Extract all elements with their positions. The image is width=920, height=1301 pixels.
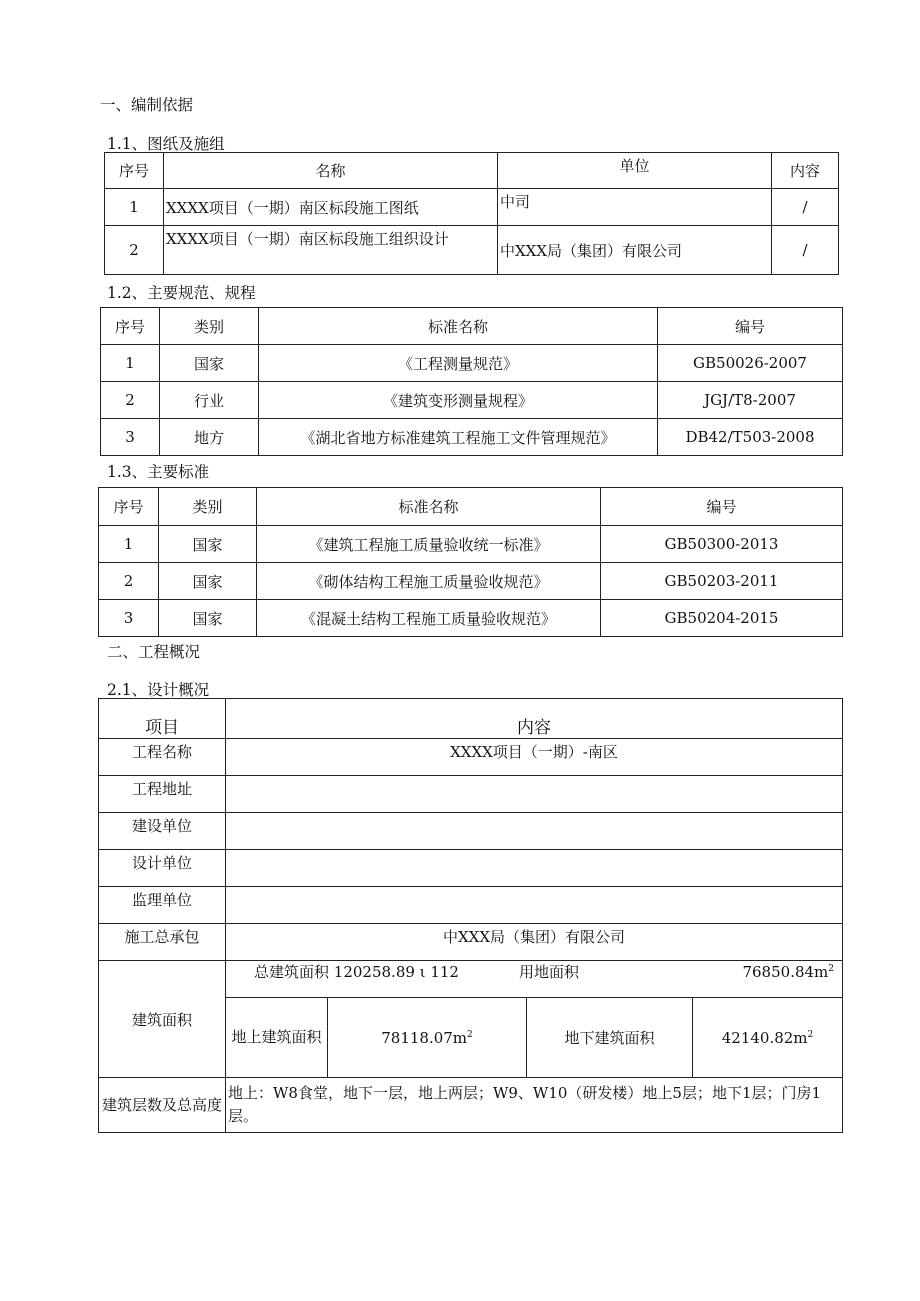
table-cell: GB50204-2015 xyxy=(601,600,843,637)
above-area-label: 地上建筑面积 xyxy=(226,998,328,1078)
table-cell: 《砌体结构工程施工质量验收规范》 xyxy=(257,563,601,600)
table-cell: JGJ/T8-2007 xyxy=(658,382,843,419)
table-cell: 2 xyxy=(101,382,160,419)
table-row xyxy=(99,887,843,924)
unit-superscript: 2 xyxy=(828,963,834,974)
table-cell: 中司 xyxy=(498,189,772,226)
table-row xyxy=(99,526,843,563)
table-cell: 国家 xyxy=(159,600,257,637)
contractor-label: 施工总承包 xyxy=(99,924,226,961)
area-summary-cell xyxy=(226,961,843,998)
table-header-row xyxy=(99,488,843,526)
table-cell: 3 xyxy=(101,419,160,456)
table-row xyxy=(101,382,843,419)
section1-sub2: 1.2、主要规范、规程 xyxy=(107,284,256,302)
section1-title: 一、编制依据 xyxy=(100,96,194,114)
table-cell: GB50300-2013 xyxy=(601,526,843,563)
header-cell: 标准名称 xyxy=(259,308,658,345)
table-cell: DB42/T503-2008 xyxy=(658,419,843,456)
table-cell: 国家 xyxy=(160,345,259,382)
table-row xyxy=(101,345,843,382)
table-cell: 1 xyxy=(99,526,159,563)
builder-label: 建设单位 xyxy=(99,813,226,850)
area-label: 建筑面积 xyxy=(99,961,226,1078)
land-area-label: 用地面积 xyxy=(518,963,579,981)
header-item: 项目 xyxy=(99,699,226,739)
standards-table xyxy=(98,487,843,637)
land-area xyxy=(742,963,834,981)
table-header-row xyxy=(105,153,839,189)
table-cell: 1 xyxy=(101,345,160,382)
designer-label: 设计单位 xyxy=(99,850,226,887)
table-cell: 行业 xyxy=(160,382,259,419)
address-value xyxy=(226,776,843,813)
table-header-row xyxy=(99,699,843,739)
table-row xyxy=(99,961,843,998)
contractor-value: 中XXX局（集团）有限公司 xyxy=(226,924,843,961)
table-cell: 2 xyxy=(99,563,159,600)
floors-value: 地上：W8食堂，地下一层，地上两层；W9、W10（研发楼）地上5层；地下1层；门房1层。 xyxy=(226,1078,843,1133)
section2-sub1: 2.1、设计概况 xyxy=(107,681,210,699)
table-row xyxy=(99,600,843,637)
table-row xyxy=(99,924,843,961)
floors-label: 建筑层数及总高度 xyxy=(99,1078,226,1133)
designer-value xyxy=(226,850,843,887)
table-header-row xyxy=(101,308,843,345)
specs-table xyxy=(100,307,843,456)
section2-title: 二、工程概况 xyxy=(107,643,201,661)
table-row xyxy=(99,776,843,813)
table-cell: 国家 xyxy=(159,563,257,600)
below-area-value: 42140.82m xyxy=(721,1028,808,1047)
header-content: 内容 xyxy=(226,699,843,739)
design-overview-table xyxy=(98,698,843,1133)
table-cell: 国家 xyxy=(159,526,257,563)
table-cell: XXXX项目（一期）南区标段施工图纸 xyxy=(164,189,498,226)
header-cell: 标准名称 xyxy=(257,488,601,526)
project-name-value: XXXX项目（一期）-南区 xyxy=(226,739,843,776)
table-cell: 1 xyxy=(105,189,164,226)
table-cell: 《工程测量规范》 xyxy=(259,345,658,382)
table-cell: 《湖北省地方标准建筑工程施工文件管理规范》 xyxy=(259,419,658,456)
section1-sub3: 1.3、主要标准 xyxy=(107,463,210,481)
table-cell: GB50203-2011 xyxy=(601,563,843,600)
table-row xyxy=(99,1078,843,1133)
below-area-label: 地下建筑面积 xyxy=(527,998,693,1078)
total-area-value: 120258.89 ι 112 xyxy=(333,963,459,981)
table-cell: 《建筑变形测量规程》 xyxy=(259,382,658,419)
header-cell: 类别 xyxy=(160,308,259,345)
above-area xyxy=(328,998,527,1078)
above-area-value: 78118.07m xyxy=(381,1028,468,1047)
table-row xyxy=(105,226,839,275)
header-cell: 内容 xyxy=(772,153,839,189)
table-cell: / xyxy=(772,189,839,226)
header-cell: 序号 xyxy=(99,488,159,526)
table-cell: 地方 xyxy=(160,419,259,456)
drawings-table xyxy=(104,152,839,275)
table-row xyxy=(105,189,839,226)
table-cell: 《建筑工程施工质量验收统一标准》 xyxy=(257,526,601,563)
header-cell: 序号 xyxy=(105,153,164,189)
table-row xyxy=(99,813,843,850)
table-cell: XXXX项目（一期）南区标段施工组织设计 xyxy=(164,226,498,275)
header-cell: 编号 xyxy=(658,308,843,345)
below-area xyxy=(693,998,843,1078)
table-row xyxy=(99,739,843,776)
total-area-label: 总建筑面积 xyxy=(254,963,330,981)
section1-sub1: 1.1、图纸及施组 xyxy=(107,135,225,153)
header-cell: 单位 xyxy=(498,153,772,189)
header-cell: 编号 xyxy=(601,488,843,526)
address-label: 工程地址 xyxy=(99,776,226,813)
unit-superscript: 2 xyxy=(807,1029,814,1040)
supervisor-label: 监理单位 xyxy=(99,887,226,924)
header-cell: 名称 xyxy=(164,153,498,189)
table-cell: GB50026-2007 xyxy=(658,345,843,382)
header-cell: 序号 xyxy=(101,308,160,345)
table-cell: 3 xyxy=(99,600,159,637)
table-cell: 2 xyxy=(105,226,164,275)
table-row xyxy=(99,563,843,600)
unit-superscript: 2 xyxy=(467,1029,473,1040)
builder-value xyxy=(226,813,843,850)
table-cell: 《混凝土结构工程施工质量验收规范》 xyxy=(257,600,601,637)
table-row xyxy=(99,850,843,887)
land-area-value: 76850.84m xyxy=(742,962,829,981)
table-row xyxy=(101,419,843,456)
table-cell: 中XXX局（集团）有限公司 xyxy=(498,226,772,275)
table-cell: / xyxy=(772,226,839,275)
total-area xyxy=(254,961,459,982)
supervisor-value xyxy=(226,887,843,924)
header-cell: 类别 xyxy=(159,488,257,526)
project-name-label: 工程名称 xyxy=(99,739,226,776)
